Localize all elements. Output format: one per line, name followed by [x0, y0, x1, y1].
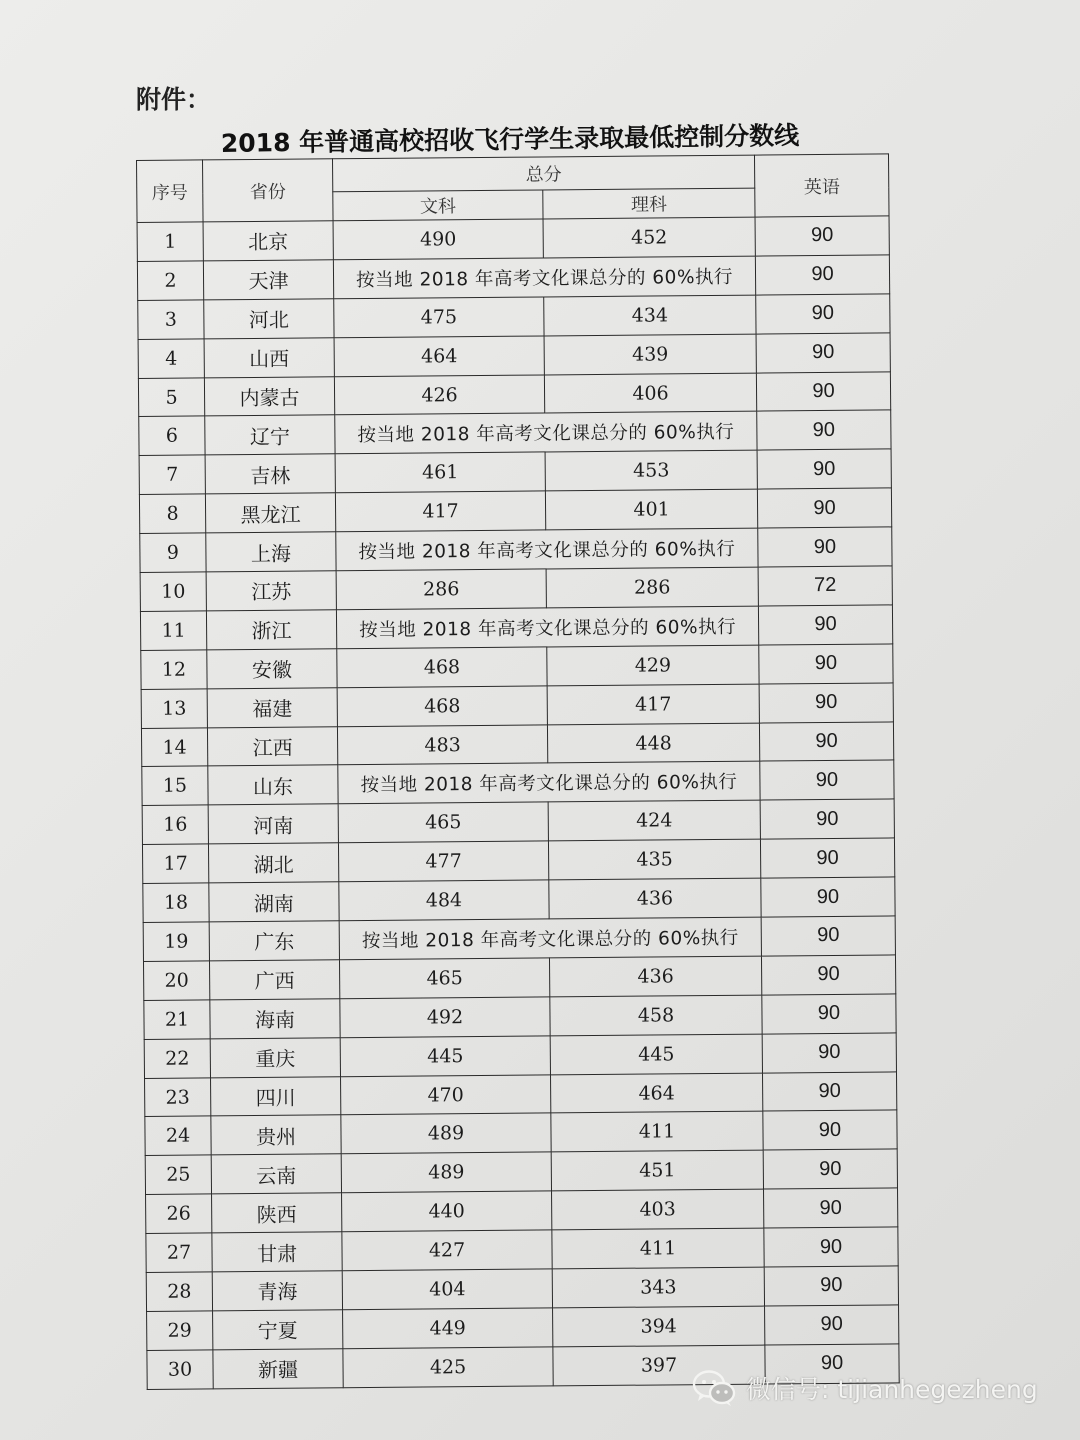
science-score-cell: 417	[547, 684, 759, 725]
english-score-cell: 90	[760, 838, 894, 878]
row-number: 13	[141, 689, 207, 728]
arts-score-cell: 286	[336, 569, 546, 610]
header-total: 总分	[332, 155, 754, 192]
english-score-cell: 90	[758, 605, 892, 645]
english-score-cell: 90	[757, 449, 891, 489]
table-row	[143, 955, 895, 1000]
science-score-cell: 429	[547, 645, 759, 686]
english-score-cell: 90	[764, 1188, 898, 1228]
science-score-cell: 445	[550, 1034, 762, 1075]
science-score-cell: 436	[549, 878, 761, 919]
english-score-cell: 90	[757, 410, 891, 450]
row-number: 27	[146, 1233, 212, 1272]
science-score-cell: 452	[543, 217, 755, 258]
document-title: 2018 年普通高校招收飞行学生录取最低控制分数线	[220, 120, 800, 159]
rule-note-cell: 按当地 2018 年高考文化课总分的 60%执行	[339, 917, 761, 960]
province-cell: 上海	[206, 532, 336, 572]
science-score-cell: 434	[544, 295, 756, 336]
science-score-cell: 424	[548, 800, 760, 841]
province-cell: 安徽	[207, 649, 337, 689]
science-score-cell: 403	[552, 1189, 764, 1230]
row-number: 20	[143, 961, 209, 1000]
arts-score-cell: 470	[341, 1075, 551, 1116]
table-row	[140, 605, 892, 650]
province-cell: 广东	[209, 921, 339, 961]
header-english: 英语	[754, 154, 889, 217]
attachment-label: 附件：	[136, 85, 212, 114]
row-number: 12	[141, 650, 207, 689]
science-score-cell: 464	[550, 1073, 762, 1114]
arts-score-cell: 425	[343, 1347, 553, 1388]
header-province: 省份	[203, 159, 334, 222]
score-table	[136, 153, 900, 1389]
english-score-cell: 90	[761, 916, 895, 956]
table-row	[144, 994, 896, 1039]
table-row	[140, 527, 892, 572]
english-score-cell: 90	[756, 333, 890, 373]
row-number: 17	[142, 844, 208, 883]
province-cell: 山东	[208, 765, 338, 805]
rule-note-cell: 按当地 2018 年高考文化课总分的 60%执行	[336, 606, 758, 649]
row-number: 16	[142, 805, 208, 844]
table-row	[143, 916, 895, 961]
row-number: 26	[146, 1194, 212, 1233]
header-no: 序号	[137, 160, 204, 223]
row-number: 5	[138, 377, 204, 416]
science-score-cell: 343	[552, 1267, 764, 1308]
table-row	[145, 1110, 897, 1155]
english-score-cell: 90	[758, 527, 892, 567]
english-score-cell: 90	[763, 1149, 897, 1189]
table-row	[141, 644, 893, 689]
arts-score-cell: 427	[342, 1230, 552, 1271]
science-score-cell: 411	[552, 1228, 764, 1269]
province-cell: 湖南	[209, 882, 339, 922]
table-row	[142, 838, 894, 883]
arts-score-cell: 468	[337, 647, 547, 688]
province-cell: 福建	[207, 687, 337, 727]
province-cell: 河南	[208, 804, 338, 844]
province-cell: 陕西	[212, 1193, 342, 1233]
province-cell: 内蒙古	[204, 376, 334, 416]
table-row	[139, 449, 891, 494]
arts-score-cell: 465	[339, 958, 549, 999]
table-row	[144, 1033, 896, 1078]
table-row	[146, 1188, 898, 1233]
science-score-cell: 451	[551, 1150, 763, 1191]
row-number: 11	[140, 611, 206, 650]
science-score-cell: 439	[544, 334, 756, 375]
row-number: 23	[145, 1077, 211, 1116]
row-number: 25	[145, 1155, 211, 1194]
row-number: 18	[143, 883, 209, 922]
table-row	[139, 488, 891, 533]
arts-score-cell: 492	[340, 997, 550, 1038]
province-cell: 江苏	[206, 571, 336, 611]
arts-score-cell: 490	[333, 219, 543, 260]
english-score-cell: 90	[762, 994, 896, 1034]
table-row	[141, 721, 893, 766]
english-score-cell: 90	[759, 644, 893, 684]
row-number: 21	[144, 1000, 210, 1039]
arts-score-cell: 468	[337, 686, 547, 727]
science-score-cell: 401	[545, 489, 757, 530]
row-number: 9	[140, 533, 206, 572]
science-score-cell: 453	[545, 450, 757, 491]
table-row	[145, 1071, 897, 1116]
table-row	[138, 294, 890, 339]
province-cell: 海南	[210, 999, 340, 1039]
header-arts: 文科	[333, 190, 543, 221]
watermark	[692, 1368, 1038, 1408]
row-number: 24	[145, 1116, 211, 1155]
arts-score-cell: 465	[338, 802, 548, 843]
arts-score-cell: 464	[334, 336, 544, 377]
arts-score-cell: 477	[338, 841, 548, 882]
table-row	[141, 683, 893, 728]
table-row	[142, 760, 894, 805]
table-row	[146, 1266, 898, 1311]
english-score-cell: 90	[757, 488, 891, 528]
row-number: 19	[143, 922, 209, 961]
arts-score-cell: 426	[334, 375, 544, 416]
province-cell: 浙江	[206, 610, 336, 650]
science-score-cell: 448	[547, 723, 759, 764]
english-score-cell: 90	[764, 1266, 898, 1306]
arts-score-cell: 461	[335, 452, 545, 493]
row-number: 1	[137, 222, 203, 261]
row-number: 29	[147, 1311, 213, 1350]
province-cell: 湖北	[208, 843, 338, 883]
rule-note-cell: 按当地 2018 年高考文化课总分的 60%执行	[333, 256, 755, 299]
english-score-cell: 90	[763, 1110, 897, 1150]
province-cell: 云南	[211, 1154, 341, 1194]
province-cell: 青海	[212, 1271, 342, 1311]
row-number: 4	[138, 339, 204, 378]
province-cell: 天津	[203, 260, 333, 300]
english-score-cell: 90	[756, 294, 890, 334]
row-number: 2	[137, 261, 203, 300]
row-number: 30	[147, 1350, 213, 1389]
row-number: 22	[144, 1039, 210, 1078]
province-cell: 山西	[204, 337, 334, 377]
english-score-cell: 90	[759, 683, 893, 723]
science-score-cell: 394	[553, 1306, 765, 1347]
english-score-cell: 90	[765, 1305, 899, 1345]
province-cell: 重庆	[210, 1037, 340, 1077]
province-cell: 广西	[209, 960, 339, 1000]
science-score-cell: 458	[550, 995, 762, 1036]
table-row	[146, 1227, 898, 1272]
english-score-cell: 90	[760, 760, 894, 800]
english-score-cell: 90	[762, 1071, 896, 1111]
province-cell: 江西	[207, 726, 337, 766]
rule-note-cell: 按当地 2018 年高考文化课总分的 60%执行	[338, 762, 760, 805]
english-score-cell: 90	[756, 371, 890, 411]
arts-score-cell: 484	[339, 880, 549, 921]
table-body	[137, 216, 899, 1389]
english-score-cell: 90	[760, 799, 894, 839]
table-row	[139, 410, 891, 455]
arts-score-cell: 417	[335, 491, 545, 532]
row-number: 28	[146, 1272, 212, 1311]
province-cell: 黑龙江	[205, 493, 335, 533]
province-cell: 贵州	[211, 1115, 341, 1155]
arts-score-cell: 483	[337, 725, 547, 766]
row-number: 15	[142, 766, 208, 805]
row-number: 8	[139, 494, 205, 533]
table-row	[137, 255, 889, 300]
table-row	[137, 216, 889, 261]
province-cell: 河北	[204, 299, 334, 339]
watermark-text: 微信号: tijianhegezheng	[746, 1375, 1038, 1404]
science-score-cell: 397	[553, 1345, 765, 1386]
arts-score-cell: 489	[341, 1113, 551, 1154]
science-score-cell: 286	[546, 567, 758, 608]
table-row	[138, 333, 890, 378]
english-score-cell: 90	[761, 955, 895, 995]
row-number: 14	[141, 727, 207, 766]
english-score-cell: 90	[765, 1344, 899, 1384]
province-cell: 北京	[203, 221, 333, 261]
table-row	[138, 371, 890, 416]
row-number: 6	[139, 416, 205, 455]
arts-score-cell: 489	[341, 1152, 551, 1193]
wechat-icon	[692, 1368, 736, 1408]
english-score-cell: 90	[764, 1227, 898, 1267]
row-number: 10	[140, 572, 206, 611]
province-cell: 辽宁	[205, 415, 335, 455]
science-score-cell: 436	[549, 956, 761, 997]
arts-score-cell: 404	[342, 1269, 552, 1310]
province-cell: 宁夏	[213, 1310, 343, 1350]
province-cell: 吉林	[205, 454, 335, 494]
english-score-cell: 90	[761, 877, 895, 917]
arts-score-cell: 449	[343, 1308, 553, 1349]
table-row	[142, 799, 894, 844]
rule-note-cell: 按当地 2018 年高考文化课总分的 60%执行	[336, 528, 758, 571]
province-cell: 新疆	[213, 1349, 343, 1389]
header-science: 理科	[543, 188, 755, 219]
english-score-cell: 90	[762, 1033, 896, 1073]
table-row	[140, 566, 892, 611]
arts-score-cell: 445	[340, 1036, 550, 1077]
table-row	[147, 1305, 899, 1350]
english-score-cell: 90	[755, 216, 889, 256]
table-row	[145, 1149, 897, 1194]
row-number: 3	[138, 300, 204, 339]
table-row	[143, 877, 895, 922]
table-header	[137, 154, 890, 223]
science-score-cell: 435	[548, 839, 760, 880]
province-cell: 甘肃	[212, 1232, 342, 1272]
row-number: 7	[139, 455, 205, 494]
province-cell: 四川	[211, 1076, 341, 1116]
science-score-cell: 411	[551, 1112, 763, 1153]
english-score-cell: 90	[755, 255, 889, 295]
english-score-cell: 90	[759, 721, 893, 761]
science-score-cell: 406	[544, 373, 756, 414]
arts-score-cell: 440	[342, 1191, 552, 1232]
rule-note-cell: 按当地 2018 年高考文化课总分的 60%执行	[335, 412, 757, 455]
english-score-cell: 72	[758, 566, 892, 606]
arts-score-cell: 475	[334, 297, 544, 338]
